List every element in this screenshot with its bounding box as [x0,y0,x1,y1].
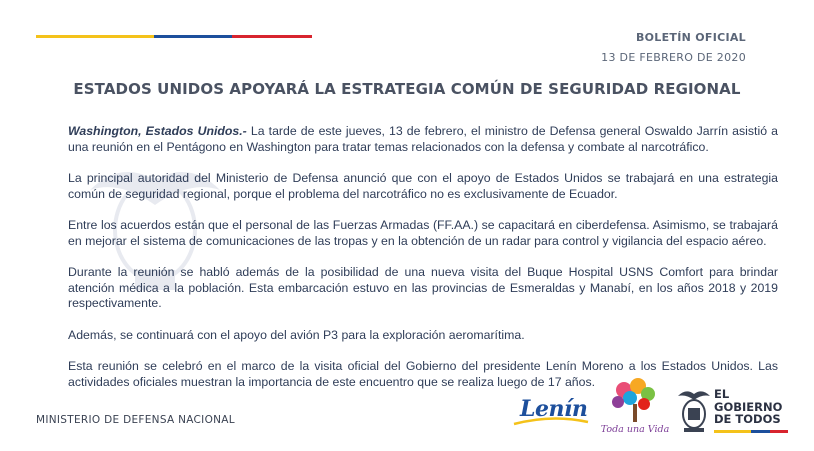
lenin-logo-text: Lenín [520,396,588,422]
tree-of-life-icon [600,376,670,426]
ministry-name: MINISTERIO DE DEFENSA NACIONAL [36,414,235,426]
gobierno-line-2: GOBIERNO [714,399,783,414]
paragraph-1-text: La tarde de este jueves, 13 de febrero, el ministro de Defensa general Oswaldo Jarrín asistió a una reunión en el Pentágono en Washington para tratar temas relacionados con la defensa y combate al narcotráfico. [68,124,778,154]
flag-blue-stripe [154,35,232,38]
page-title: ESTADOS UNIDOS APOYARÁ LA ESTRATEGIA COMÚN DE SEGURIDAD REGIONAL [73,80,741,98]
dateline: Washington, Estados Unidos.- [68,124,247,138]
ecuador-shield-icon [676,388,712,434]
bulletin-header [601,28,746,68]
gobierno-stripe-blue [751,430,770,433]
paragraph-6: Esta reunión se celebró en el marco de la visita oficial del Gobierno del presidente Lenín Moreno a los Estados Unidos. Las actividades oficiales muestran la importancia de este encuentro que se realiza luego de 17 años. [68,359,778,389]
gobierno-stripe-red [770,430,789,433]
paragraph-5: Además, se continuará con el apoyo del avión P3 para la exploración aeromarítima. [68,327,525,342]
gobierno-line-3: DE TODOS [714,412,781,426]
gobierno-line-1: EL [714,387,730,401]
paragraph-4: Durante la reunión se habló además de la posibilidad de una nueva visita del Buque Hospital USNS Comfort para brindar atención médica a la población. Esta embarcación estuvo en las provincias de Esmeraldas y Manabí, en los años 2018 y 2019 respectivamente. [68,265,778,310]
gobierno-flag-stripe [714,430,788,433]
bulletin-title: BOLETÍN OFICIAL [635,31,746,44]
bulletin-date: 13 DE FEBRERO DE 2020 [601,51,746,64]
toda-una-vida-text: Toda una Vida [600,424,670,435]
flag-color-bar [36,35,312,38]
gobierno-stripe-yellow [714,430,751,433]
paragraph-3: Entre los acuerdos están que el personal de las Fuerzas Armadas (FF.AA.) se capacitará en ciberdefensa. Asimismo, se trabajará en mejorar el sistema de comunicaciones de las tropas y en la obtención de un radar para control y vigilancia del espacio aéreo. [68,218,778,248]
gobierno-de-todos-logo [676,388,796,436]
gobierno-de-todos-text [714,388,782,426]
article-body [68,124,778,406]
paragraph-2: La principal autoridad del Ministerio de Defensa anunció que con el apoyo de Estados Unidos se trabajará en una estrategia común de seguridad regional, porque el problema del narcotráfico no es exclusivamente de Ecuador. [68,171,778,201]
toda-una-vida-logo [600,376,670,440]
flag-red-stripe [232,35,312,38]
lenin-logo [512,396,590,426]
flag-yellow-stripe [36,35,154,38]
paragraph-1 [68,124,778,155]
